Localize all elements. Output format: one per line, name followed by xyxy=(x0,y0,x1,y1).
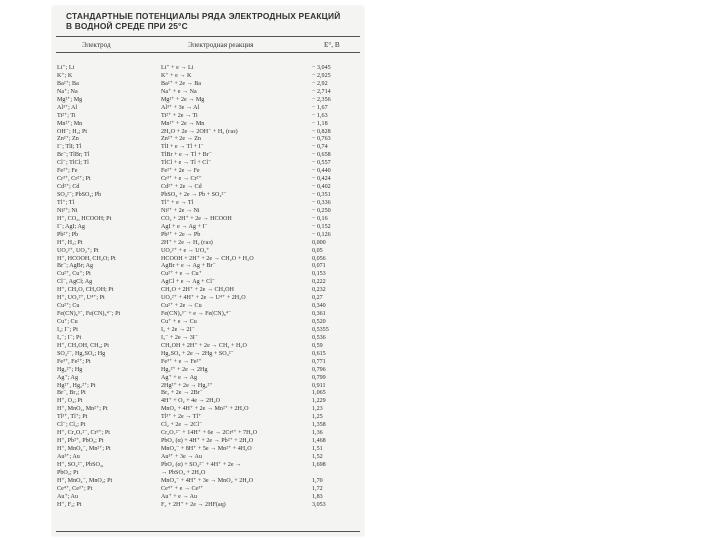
table-row xyxy=(52,478,364,486)
potential-cell: − 0,74 xyxy=(312,144,328,151)
table-row xyxy=(52,113,364,121)
reaction-cell: Ag⁺ + e → Ag xyxy=(161,374,198,381)
potential-cell: − 0,763 xyxy=(312,136,331,143)
potential-cell: 0,222 xyxy=(312,279,326,286)
reaction-cell: CO₂ + 2H⁺ + 2e → HCOOH xyxy=(161,215,232,222)
potential-cell: 0,361 xyxy=(312,311,326,318)
table-row xyxy=(52,248,364,256)
potential-cell: 1,25 xyxy=(312,414,323,421)
table-row xyxy=(52,438,364,446)
electrode-cell: Cl⁻, AgCl; Ag xyxy=(57,279,93,286)
potential-cell: − 0,440 xyxy=(312,168,331,175)
electrode-cell: Ce⁴⁺, Ce³⁺; Pt xyxy=(57,485,93,492)
table-row xyxy=(52,200,364,208)
reaction-cell: PbSO₄ + 2e → Pb + SO₄²⁻ xyxy=(161,192,227,198)
table-row xyxy=(52,295,364,303)
title-line-2: В ВОДНОЙ СРЕДЕ ПРИ 25°С xyxy=(66,21,188,31)
reaction-cell: 2H₂O + 2e → 2OH⁻ + H₂ (газ) xyxy=(161,128,238,135)
reaction-cell: CH₂O + 2H⁺ + 2e → CH₃OH xyxy=(161,287,234,294)
table-row xyxy=(52,359,364,367)
table-page xyxy=(52,6,364,536)
reaction-cell: MnO₂ + 4H⁺ + 2e → Mn²⁺ + 2H₂O xyxy=(161,406,249,413)
potential-cell: 1,70 xyxy=(312,477,323,484)
page-title xyxy=(66,11,356,31)
electrode-cell: Tl⁺; Tl xyxy=(57,199,75,206)
table-row xyxy=(52,240,364,248)
potential-cell: 0,27 xyxy=(312,295,323,302)
electrode-cell: Mg²⁺; Mg xyxy=(57,96,83,103)
table-row xyxy=(52,160,364,168)
table-row xyxy=(52,375,364,383)
reaction-cell: 2H⁺ + 2e → H₂ (газ) xyxy=(161,239,213,246)
reaction-cell: Au⁺ + e → Au xyxy=(161,493,198,500)
reaction-cell: TlI + e → Tl + I⁻ xyxy=(161,144,204,151)
electrode-cell: H⁺, UO₂²⁺, U⁴⁺; Pt xyxy=(57,295,105,302)
reaction-cell: Tl⁺ + e → Tl xyxy=(161,199,194,206)
potential-cell: − 0,152 xyxy=(312,223,331,230)
electrode-cell: Al³⁺; Al xyxy=(57,104,78,111)
electrode-cell: Cd²⁺; Cd xyxy=(57,184,80,191)
electrode-cell: Tl³⁺, Tl⁺; Pt xyxy=(57,414,88,421)
table-row xyxy=(52,327,364,335)
potential-cell: 0,340 xyxy=(312,303,326,310)
reaction-cell: Cl₂ + 2e → 2Cl⁻ xyxy=(161,422,203,429)
electrode-cell: Li⁺; Li xyxy=(57,65,75,71)
electrode-cell: SO₄²⁻, Hg₂SO₄; Hg xyxy=(57,350,106,357)
reaction-cell: TlCl + e → Tl + Cl⁻ xyxy=(161,160,212,167)
potential-cell: 1,52 xyxy=(312,453,323,460)
reaction-cell: UO₂²⁺ + e → UO₂⁺ xyxy=(161,247,210,254)
table-row xyxy=(52,343,364,351)
table-row xyxy=(52,152,364,160)
reaction-cell: Ni²⁺ + 2e → Ni xyxy=(161,207,200,214)
potential-cell: − 1,63 xyxy=(312,112,328,119)
table-row xyxy=(52,129,364,137)
reaction-cell: Cr³⁺ + e → Cr²⁺ xyxy=(161,176,202,183)
table-row xyxy=(52,192,364,200)
electrode-cell: H⁺, CH₂O, CH₃OH; Pt xyxy=(57,287,114,294)
column-header-potential: E°, В xyxy=(324,41,340,49)
potential-cell: − 2,92 xyxy=(312,80,328,87)
potential-cell: 0,153 xyxy=(312,271,326,278)
electrode-cell: Hg₂²⁺; Hg xyxy=(57,366,83,373)
table-row xyxy=(52,414,364,422)
top-rule xyxy=(56,36,360,37)
reaction-cell: Cd²⁺ + 2e → Cd xyxy=(161,184,202,191)
potential-cell: 0,520 xyxy=(312,319,326,325)
potential-cell: 0,536 xyxy=(312,334,326,341)
table-row xyxy=(52,351,364,359)
potential-cell: − 0,402 xyxy=(312,184,331,191)
bottom-rule xyxy=(56,531,360,532)
header-rule xyxy=(56,52,360,53)
reaction-cell: Na⁺ + e → Na xyxy=(161,88,197,95)
electrode-cell: H⁺, MnO₄⁻, Mn²⁺; Pt xyxy=(57,446,111,452)
reaction-cell: MnO₄⁻ + 8H⁺ + 5e → Mn²⁺ + 4H₂O xyxy=(161,446,252,452)
table-row xyxy=(52,208,364,216)
reaction-cell: K⁺ + e → K xyxy=(161,72,192,79)
reaction-cell: Cr₂O₇²⁻ + 14H⁺ + 6e → 2Cr³⁺ + 7H₂O xyxy=(161,430,257,437)
reaction-cell: Fe²⁺ + 2e → Fe xyxy=(161,168,200,175)
table-row xyxy=(52,271,364,279)
table-row xyxy=(52,89,364,97)
electrode-cell: Ti²⁺; Ti xyxy=(57,112,76,119)
electrode-cell: Au³⁺; Au xyxy=(57,453,80,460)
table-row xyxy=(52,121,364,129)
electrode-cell: Cu⁺; Cu xyxy=(57,319,78,325)
reaction-cell: AgCl + e → Ag + Cl⁻ xyxy=(161,279,216,286)
potential-cell: − 1,18 xyxy=(312,120,328,127)
electrode-cell: Au⁺; Au xyxy=(57,493,78,500)
table-row xyxy=(52,319,364,327)
reaction-cell: Hg₂²⁺ + 2e → 2Hg xyxy=(161,366,208,373)
potential-cell: − 0,351 xyxy=(312,192,331,198)
potential-cell: 0,5355 xyxy=(312,326,329,333)
table-row xyxy=(52,454,364,462)
potential-cell: 1,468 xyxy=(312,438,326,445)
potential-cell: 1,358 xyxy=(312,422,326,429)
electrode-cell: I⁻; AgI; Ag xyxy=(57,223,85,230)
potential-cell: − 3,045 xyxy=(312,65,331,71)
electrode-cell: I⁻; TlI; Tl xyxy=(57,144,82,151)
electrode-cell: SO₄²⁻; PbSO₄; Pb xyxy=(57,192,102,198)
reaction-cell: MnO₄⁻ + 4H⁺ + 3e → MnO₂ + 2H₂O xyxy=(161,477,254,484)
potential-cell: − 0,424 xyxy=(312,176,331,183)
table-row xyxy=(52,144,364,152)
reaction-cell: Cu⁺ + e → Cu xyxy=(161,319,197,325)
potential-cell: 0,05 xyxy=(312,247,323,254)
potential-cell: 1,23 xyxy=(312,406,323,413)
electrode-cell: Cu²⁺; Cu xyxy=(57,303,80,310)
potential-cell: 1,83 xyxy=(312,493,323,500)
electrode-cell: H⁺, Pb²⁺, PbO₂; Pt xyxy=(57,438,104,445)
reaction-cell: HCOOH + 2H⁺ + 2e → CH₂O + H₂O xyxy=(161,255,254,262)
potential-cell: 0,911 xyxy=(312,382,326,389)
electrode-cell: H⁺, SO₄²⁻, PbSO₄, xyxy=(57,461,104,468)
electrode-cell: Cu²⁺, Cu⁺; Pt xyxy=(57,271,91,278)
table-row xyxy=(52,73,364,81)
reaction-cell: Fe(CN)₆³⁻ + e → Fe(CN)₆⁴⁻ xyxy=(161,311,232,318)
potential-cell: 1,229 xyxy=(312,398,326,405)
table-row xyxy=(52,462,364,470)
potential-cell: − 0,557 xyxy=(312,160,331,167)
table-row xyxy=(52,430,364,438)
table-row xyxy=(52,232,364,240)
reaction-cell: Mg²⁺ + 2e → Mg xyxy=(161,96,205,103)
table-row xyxy=(52,335,364,343)
electrode-cell: Br⁻, Br₂; Pt xyxy=(57,390,86,397)
table-row xyxy=(52,184,364,192)
reaction-cell: PbO₂ (α) + 4H⁺ + 2e → Pb²⁺ + 2H₂O xyxy=(161,438,254,445)
electrode-cell: Zn²⁺; Zn xyxy=(57,136,79,143)
electrode-cell: I₂; I⁻; Pt xyxy=(57,326,78,333)
electrode-cell: H⁺, MnO₄⁻, MnO₂; Pt xyxy=(57,477,113,484)
title-line-1: СТАНДАРТНЫЕ ПОТЕНЦИАЛЫ РЯДА ЭЛЕКТРОДНЫХ РЕАКЦИЙ xyxy=(66,11,341,21)
electrode-cell: Fe(CN)₆³⁻, Fe(CN)₆⁴⁻; Pt xyxy=(57,311,121,318)
table-row xyxy=(52,383,364,391)
reaction-cell: CH₃OH + 2H⁺ + 2e → CH₄ + H₂O xyxy=(161,342,247,349)
potential-cell: − 2,356 xyxy=(312,96,331,103)
potential-cell: 1,698 xyxy=(312,461,326,468)
potential-cell: 1,72 xyxy=(312,485,323,492)
reaction-cell: UO₂²⁺ + 4H⁺ + 2e → U⁴⁺ + 2H₂O xyxy=(161,295,246,302)
reaction-cell: Mn²⁺ + 2e → Mn xyxy=(161,120,205,127)
electrode-cell: H⁺, H₂; Pt xyxy=(57,239,83,246)
electrode-cell: Ba²⁺; Ba xyxy=(57,80,79,87)
electrode-cell: H⁺, CO₂, HCOOH; Pt xyxy=(57,215,112,222)
potential-cell: 3,053 xyxy=(312,501,326,508)
reaction-cell: Cu²⁺ + e → Cu⁺ xyxy=(161,271,202,278)
table-row xyxy=(52,422,364,430)
table-row xyxy=(52,446,364,454)
reaction-cell: I₃⁻ + 2e → 3I⁻ xyxy=(161,334,199,341)
reaction-cell: Ba²⁺ + 2e → Ba xyxy=(161,80,201,87)
electrode-cell: Cr³⁺, Cr²⁺; Pt xyxy=(57,176,91,183)
column-header-reaction: Электродная реакция xyxy=(188,41,254,49)
reaction-cell: I₂ + 2e → 2I⁻ xyxy=(161,326,195,333)
reaction-cell: Br₂ + 2e → 2Br⁻ xyxy=(161,390,203,397)
potential-cell: − 0,828 xyxy=(312,128,331,135)
electrode-cell: Fe²⁺; Fe xyxy=(57,168,78,175)
column-header-electrode: Электрод xyxy=(82,41,111,49)
electrode-cell: H⁺, CH₃OH, CH₄; Pt xyxy=(57,342,109,349)
electrode-cell: OH⁻; H₂; Pt xyxy=(57,128,88,135)
table-row xyxy=(52,97,364,105)
table-row xyxy=(52,216,364,224)
table-row xyxy=(52,65,364,73)
electrode-cell: H⁺, Cr₂O₇²⁻, Cr³⁺; Pt xyxy=(57,430,110,437)
electrode-cell: Na⁺; Na xyxy=(57,88,78,95)
electrode-cell: Ag⁺; Ag xyxy=(57,374,78,381)
electrode-cell: UO₂²⁺, UO₂⁺; Pt xyxy=(57,247,99,254)
table-row xyxy=(52,287,364,295)
reaction-cell: Zn²⁺ + 2e → Zn xyxy=(161,136,201,143)
table-row xyxy=(52,176,364,184)
table-row xyxy=(52,494,364,502)
electrode-cell: Cl⁻; TlCl; Tl xyxy=(57,160,89,167)
reaction-cell: TlBr + e → Tl + Br⁻ xyxy=(161,152,212,159)
electrode-cell: Br⁻; AgBr; Ag xyxy=(57,263,94,270)
table-row xyxy=(52,256,364,264)
potential-cell: 0,615 xyxy=(312,350,326,357)
electrode-cell: K⁺; K xyxy=(57,72,73,79)
table-row xyxy=(52,224,364,232)
electrode-cell: Mn²⁺; Mn xyxy=(57,120,83,127)
reaction-cell: Fe³⁺ + e → Fe²⁺ xyxy=(161,358,202,365)
reaction-cell: 4H⁺ + O₂ + 4e → 2H₂O xyxy=(161,398,221,405)
table-row xyxy=(52,367,364,375)
table-row xyxy=(52,105,364,113)
reaction-cell: PbO₂ (α) + SO₄²⁻ + 4H⁺ + 2e → xyxy=(161,461,242,468)
reaction-cell: Pb²⁺ + 2e → Pb xyxy=(161,231,201,238)
reaction-cell: Al³⁺ + 3e → Al xyxy=(161,104,200,111)
reaction-cell: → PbSO₄ + 2H₂O xyxy=(161,469,206,476)
table-row xyxy=(52,470,364,478)
reaction-cell: 2Hg²⁺ + 2e → Hg₂²⁺ xyxy=(161,382,213,389)
potential-cell: − 2,925 xyxy=(312,72,331,79)
reaction-cell: Cu²⁺ + 2e → Cu xyxy=(161,303,202,310)
potential-cell: 0,771 xyxy=(312,358,326,365)
reaction-cell: Ce⁴⁺ + e → Ce³⁺ xyxy=(161,485,204,492)
electrode-cell: PbO₂; Pt xyxy=(57,469,79,476)
electrode-cell: H⁺, HCOOH, CH₂O; Pt xyxy=(57,255,116,262)
potential-cell: 0,796 xyxy=(312,366,326,373)
reaction-cell: F₂ + 2H⁺ + 2e → 2HF(aq) xyxy=(161,501,226,508)
table-row xyxy=(52,486,364,494)
reaction-cell: Hg₂SO₄ + 2e → 2Hg + SO₄²⁻ xyxy=(161,350,234,357)
electrode-cell: Fe³⁺, Fe²⁺; Pt xyxy=(57,358,91,365)
potential-cell: − 0,16 xyxy=(312,215,328,222)
electrode-cell: H⁺, MnO₂, Mn²⁺; Pt xyxy=(57,406,108,413)
potential-cell: − 0,658 xyxy=(312,152,331,159)
reaction-cell: Li⁺ + e → Li xyxy=(161,65,194,71)
table-row xyxy=(52,311,364,319)
potential-cell: 0,59 xyxy=(312,342,323,349)
table-row xyxy=(52,263,364,271)
potential-cell: 0,799 xyxy=(312,374,326,381)
potential-cell: 1,065 xyxy=(312,390,326,397)
potential-cell: 0,000 xyxy=(312,239,326,246)
reaction-cell: AgBr + e → Ag + Br⁻ xyxy=(161,263,216,270)
potential-table xyxy=(52,65,364,510)
electrode-cell: H⁺, F₂; Pt xyxy=(57,501,82,508)
electrode-cell: I₃⁻; I⁻; Pt xyxy=(57,334,82,341)
table-row xyxy=(52,168,364,176)
potential-cell: − 1,67 xyxy=(312,104,328,111)
potential-cell: − 0,336 xyxy=(312,199,331,206)
table-row xyxy=(52,81,364,89)
table-row xyxy=(52,406,364,414)
reaction-cell: AgI + e → Ag + I⁻ xyxy=(161,223,208,230)
electrode-cell: Hg²⁺, Hg₂²⁺; Pt xyxy=(57,382,96,389)
potential-cell: − 0,126 xyxy=(312,231,331,238)
potential-cell: 0,056 xyxy=(312,255,326,262)
potential-cell: 1,51 xyxy=(312,446,323,452)
table-row xyxy=(52,303,364,311)
potential-cell: 1,36 xyxy=(312,430,323,437)
electrode-cell: Ni²⁺; Ni xyxy=(57,207,78,214)
reaction-cell: Ti²⁺ + 2e → Ti xyxy=(161,112,198,119)
potential-cell: − 0,250 xyxy=(312,207,331,214)
electrode-cell: Pb²⁺; Pb xyxy=(57,231,79,238)
potential-cell: 0,071 xyxy=(312,263,326,270)
electrode-cell: Cl⁻; Cl₂; Pt xyxy=(57,422,86,429)
potential-cell: 0,232 xyxy=(312,287,326,294)
table-row xyxy=(52,136,364,144)
table-row xyxy=(52,502,364,510)
reaction-cell: Au³⁺ + 3e → Au xyxy=(161,453,202,460)
potential-cell: − 2,714 xyxy=(312,88,331,95)
electrode-cell: H⁺, O₂; Pt xyxy=(57,398,83,405)
reaction-cell: Tl³⁺ + 2e → Tl⁺ xyxy=(161,414,202,421)
electrode-cell: Br⁻; TlBr; Tl xyxy=(57,152,90,159)
